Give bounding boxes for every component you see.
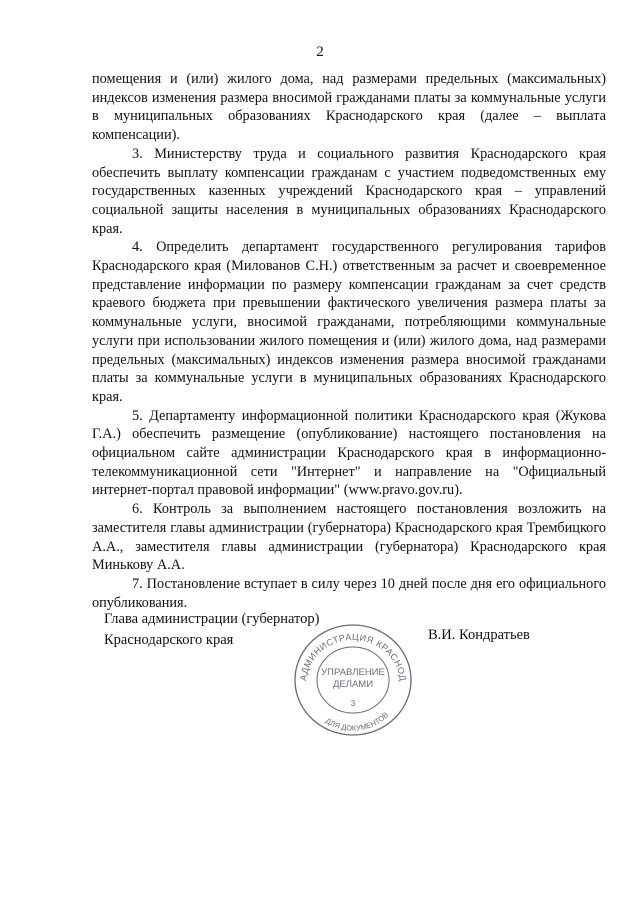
svg-text:УПРАВЛЕНИЕ: УПРАВЛЕНИЕ: [321, 667, 385, 678]
paragraph-continuation: помещения и (или) жилого дома, над размерами предельных (максимальных) индексов изменения размера вносимой гражданами платы за коммунальные услуги в муниципальных образованиях Краснодарского края (далее – выплата компенсации).: [92, 71, 606, 144]
paragraph-item-3: 3. Министерству труда и социального развития Краснодарского края обеспечить выплату компенсации гражданам с участием подведомственных ему государственных казенных учреждений Краснодарского края – управлений социальной защиты населения в муниципальных образованиях Краснодарского края.: [92, 145, 606, 237]
svg-text:АДМИНИСТРАЦИЯ КРАСНОДАРСКОГО К: АДМИНИСТРАЦИЯ КРАСНОД: [298, 631, 408, 682]
paragraph-item-7: 7. Постановление вступает в силу через 10 дней после дня его официального опубликования.: [92, 575, 606, 611]
signature-position-line-1: Глава администрации (губернатор): [104, 611, 320, 627]
signature-position-line-2: Краснодарского края: [104, 632, 234, 648]
stamp-seal-icon: [288, 620, 418, 738]
official-stamp: [288, 620, 418, 738]
svg-text:ДЛЯ ДОКУМЕНТОВ: ДЛЯ ДОКУМЕНТОВ: [323, 710, 391, 733]
paragraph-item-5: 5. Департаменту информационной политики Краснодарского края (Жукова Г.А.) обеспечить размещение (опубликование) настоящего постановления на официальном сайте администрации Краснодарского края в информационно-телекоммуникационной сети "Интернет" и направление на "Официальный интернет-портал правовой информации" (www.pravo.gov.ru).: [92, 407, 606, 499]
signatory-name: В.И. Кондратьев: [428, 627, 530, 643]
document-body: [92, 70, 606, 612]
paragraph-item-6: 6. Контроль за выполнением настоящего постановления возложить на заместителя главы администрации (губернатора) Краснодарского края Трембицкого А.А., заместителя главы администрации (губернатора) Краснодарского края Минькову А.А.: [92, 501, 606, 574]
paragraph-item-4: 4. Определить департамент государственного регулирования тарифов Краснодарского края (Милованов С.Н.) ответственным за расчет и своевременное представление информации по размеру компенсации гражданам за счет средств краевого бюджета при превышении фактического увеличения размера платы за коммунальные услуги, вносимой гражданами, потребляющими коммунальные услуги при использовании жилого помещения и (или) жилого дома, над размерами предельных (максимальных) индексов изменения размера вносимой гражданами платы за коммунальные услуги в муниципальных образованиях Краснодарского края.: [92, 239, 606, 405]
page-number: 2: [316, 44, 324, 60]
svg-text:ДЕЛАМИ: ДЕЛАМИ: [332, 679, 374, 690]
svg-text:3: 3: [350, 699, 356, 708]
